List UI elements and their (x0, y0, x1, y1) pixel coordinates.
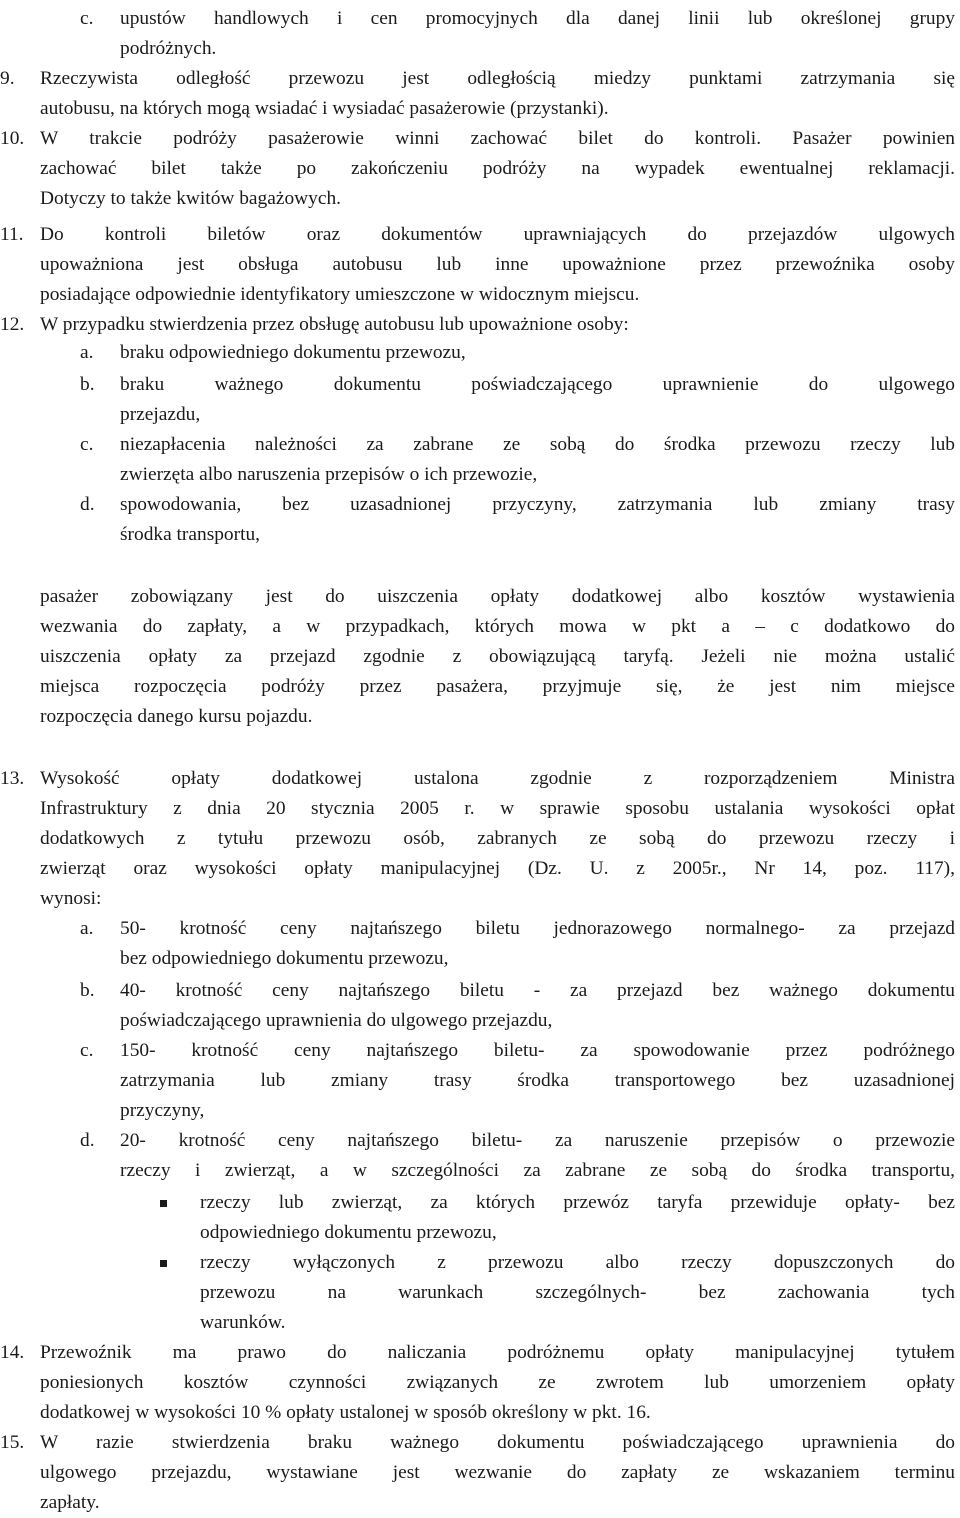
text-line (0, 250, 960, 280)
text-line (0, 64, 960, 94)
paragraph-text: miejsca rozpoczęcia podróży przez pasażera, przyjmuje się, że jest nim miejsce (40, 676, 955, 697)
paragraph-text: W trakcie podróży pasażerowie winni zachować bilet do kontroli. Pasażer powinien (40, 128, 955, 149)
text-line (0, 702, 960, 732)
paragraph-text: przyczyny, (120, 1100, 205, 1121)
text-line (0, 4, 960, 34)
text-line (0, 280, 960, 310)
text-line (0, 124, 960, 154)
paragraph-text: podróżnych. (120, 38, 217, 59)
list-marker: c. (80, 1040, 94, 1061)
paragraph-text: Przewoźnik ma prawo do naliczania podróżnemu opłaty manipulacyjnej tytułem (40, 1342, 955, 1363)
paragraph-text: 50- krotność ceny najtańszego biletu jednorazowego normalnego- za przejazd (120, 918, 955, 939)
paragraph-text: Infrastruktury z dnia 20 stycznia 2005 r. w sprawie sposobu ustalania wysokości opłat (40, 798, 955, 819)
paragraph-text: Wysokość opłaty dodatkowej ustalona zgodnie z rozporządzeniem Ministra (40, 768, 955, 789)
text-line (0, 1188, 960, 1218)
text-line (0, 1156, 960, 1186)
list-marker: 9. (0, 68, 15, 89)
paragraph-text: rozpoczęcia danego kursu pojazdu. (40, 706, 313, 727)
text-line (0, 976, 960, 1006)
text-line (0, 582, 960, 612)
paragraph-text: upustów handlowych i cen promocyjnych dla danej linii lub określonej grupy (120, 8, 955, 29)
list-marker: a. (80, 918, 94, 939)
paragraph-text: uiszczenia opłaty za przejazd zgodnie z obowiązującą taryfą. Jeżeli nie można ustalić (40, 646, 955, 667)
list-marker: 10. (0, 128, 25, 149)
paragraph-text: upoważniona jest obsługa autobusu lub inne upoważnione przez przewoźnika osoby (40, 254, 955, 275)
text-line (0, 310, 960, 340)
paragraph-text: W razie stwierdzenia braku ważnego dokumentu poświadczającego uprawnienia do (40, 1432, 955, 1453)
text-line (0, 430, 960, 460)
paragraph-text: rzeczy lub zwierząt, za których przewóz taryfa przewiduje opłaty- bez (200, 1192, 955, 1213)
paragraph-text: autobusu, na których mogą wsiadać i wysiadać pasażerowie (przystanki). (40, 98, 609, 119)
text-line (0, 672, 960, 702)
paragraph-text: zapłaty. (40, 1492, 100, 1513)
paragraph-text: 40- krotność ceny najtańszego biletu - za przejazd bez ważnego dokumentu (120, 980, 955, 1001)
paragraph-text: zachować bilet także po zakończeniu podróży na wypadek ewentualnej reklamacji. (40, 158, 955, 179)
text-line (0, 1398, 960, 1428)
text-line (0, 612, 960, 642)
list-marker: c. (80, 434, 94, 455)
list-marker: d. (80, 494, 95, 515)
paragraph-text: poniesionych kosztów czynności związanych ze zwrotem lub umorzeniem opłaty (40, 1372, 955, 1393)
paragraph-text: wynosi: (40, 888, 102, 909)
paragraph-text: zatrzymania lub zmiany trasy środka transportowego bez uzasadnionej (120, 1070, 955, 1091)
paragraph-text: spowodowania, bez uzasadnionej przyczyny, zatrzymania lub zmiany trasy (120, 494, 955, 515)
paragraph-text: poświadczającego uprawnienia do ulgowego przejazdu, (120, 1010, 553, 1031)
paragraph-text: bez odpowiedniego dokumentu przewozu, (120, 948, 449, 969)
text-line (0, 338, 960, 368)
text-line (0, 490, 960, 520)
bullet-square-icon (160, 1200, 167, 1207)
text-line (0, 1218, 960, 1248)
text-line (0, 1006, 960, 1036)
text-line (0, 642, 960, 672)
bullet-square-icon (160, 1260, 167, 1267)
list-marker: 14. (0, 1342, 25, 1363)
text-line (0, 944, 960, 974)
paragraph-text: W przypadku stwierdzenia przez obsługę autobusu lub upoważnione osoby: (40, 314, 629, 335)
list-marker: c. (80, 8, 94, 29)
paragraph-text: zwierzęta albo naruszenia przepisów o ich przewozie, (120, 464, 538, 485)
text-line (0, 884, 960, 914)
text-line (0, 154, 960, 184)
text-line (0, 184, 960, 214)
text-line (0, 34, 960, 64)
paragraph-text: środka transportu, (120, 524, 261, 545)
paragraph-text: Rzeczywista odległość przewozu jest odległością miedzy punktami zatrzymania się (40, 68, 955, 89)
text-line (0, 1126, 960, 1156)
list-marker: d. (80, 1130, 95, 1151)
list-marker: 13. (0, 768, 25, 789)
text-line (0, 1036, 960, 1066)
paragraph-text: Do kontroli biletów oraz dokumentów uprawniających do przejazdów ulgowych (40, 224, 955, 245)
text-line (0, 94, 960, 124)
list-marker: a. (80, 342, 94, 363)
text-line (0, 220, 960, 250)
paragraph-text: wezwania do zapłaty, a w przypadkach, których mowa w pkt a – c dodatkowo do (40, 616, 955, 637)
text-line (0, 1488, 960, 1518)
list-marker: b. (80, 374, 95, 395)
list-marker: 15. (0, 1432, 25, 1453)
text-line (0, 1458, 960, 1488)
paragraph-text: dodatkowej w wysokości 10 % opłaty ustalonej w sposób określony w pkt. 16. (40, 1402, 651, 1423)
text-line (0, 794, 960, 824)
text-line (0, 914, 960, 944)
paragraph-text: przejazdu, (120, 404, 201, 425)
text-line (0, 520, 960, 550)
paragraph-text: zwierząt oraz wysokości opłaty manipulacyjnej (Dz. U. z 2005r., Nr 14, poz. 117), (40, 858, 955, 879)
paragraph-text: ulgowego przejazdu, wystawiane jest wezwanie do zapłaty ze wskazaniem terminu (40, 1462, 955, 1483)
paragraph-text: odpowiedniego dokumentu przewozu, (200, 1222, 497, 1243)
paragraph-text: warunków. (200, 1312, 286, 1333)
text-line (0, 1248, 960, 1278)
text-line (0, 854, 960, 884)
paragraph-text: niezapłacenia należności za zabrane ze sobą do środka przewozu rzeczy lub (120, 434, 955, 455)
text-line (0, 824, 960, 854)
text-line (0, 1278, 960, 1308)
paragraph-text: braku odpowiedniego dokumentu przewozu, (120, 342, 466, 363)
text-line (0, 1096, 960, 1126)
paragraph-text: 150- krotność ceny najtańszego biletu- za spowodowanie przez podróżnego (120, 1040, 955, 1061)
paragraph-text: rzeczy wyłączonych z przewozu albo rzeczy dopuszczonych do (200, 1252, 955, 1273)
text-line (0, 1066, 960, 1096)
paragraph-text: pasażer zobowiązany jest do uiszczenia opłaty dodatkowej albo kosztów wystawienia (40, 586, 955, 607)
text-line (0, 764, 960, 794)
paragraph-text: braku ważnego dokumentu poświadczającego uprawnienie do ulgowego (120, 374, 955, 395)
paragraph-text: rzeczy i zwierząt, a w szczególności za zabrane ze sobą do środka transportu, (120, 1160, 955, 1181)
list-marker: b. (80, 980, 95, 1001)
paragraph-text: posiadające odpowiednie identyfikatory umieszczone w widocznym miejscu. (40, 284, 640, 305)
paragraph-text: 20- krotność ceny najtańszego biletu- za naruszenie przepisów o przewozie (120, 1130, 955, 1151)
text-line (0, 400, 960, 430)
text-line (0, 370, 960, 400)
text-line (0, 1428, 960, 1458)
list-marker: 11. (0, 224, 24, 245)
paragraph-text: dodatkowych z tytułu przewozu osób, zabranych ze sobą do przewozu rzeczy i (40, 828, 955, 849)
text-line (0, 1308, 960, 1338)
paragraph-text: przewozu na warunkach szczególnych- bez zachowania tych (200, 1282, 955, 1303)
text-line (0, 460, 960, 490)
paragraph-text: Dotyczy to także kwitów bagażowych. (40, 188, 341, 209)
text-line (0, 1338, 960, 1368)
list-marker: 12. (0, 314, 25, 335)
text-line (0, 1368, 960, 1398)
